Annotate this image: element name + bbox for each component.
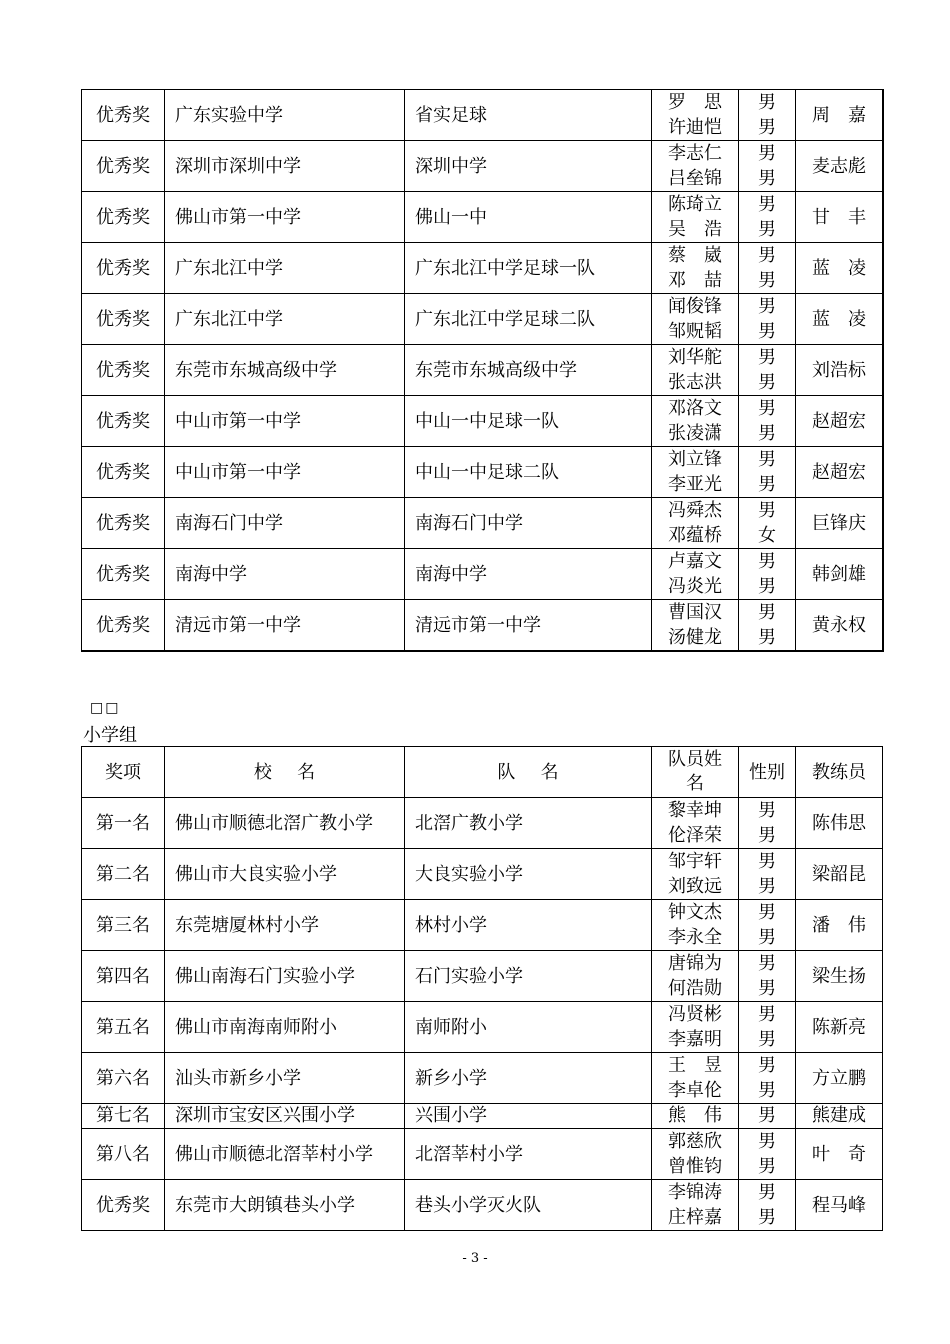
award-cell: 优秀奖 [82, 396, 165, 447]
table-row [82, 849, 883, 900]
secondary-table-body [82, 90, 884, 652]
members-cell [652, 396, 739, 447]
header-school: 校名 [165, 747, 405, 798]
award-cell: 第三名 [82, 900, 165, 951]
school-cell: 东莞市东城高级中学 [165, 345, 405, 396]
gender-cell-line: 男 [758, 219, 776, 240]
members-cell-line: 罗 思 [668, 92, 722, 113]
award-cell: 第六名 [82, 1053, 165, 1104]
team-cell: 清远市第一中学 [405, 600, 652, 652]
members-cell-line: 钟文杰 [668, 902, 722, 923]
members-cell-line: 李锦涛 [668, 1182, 722, 1203]
team-cell: 北滘广教小学 [405, 798, 652, 849]
gender-cell-line: 女 [758, 525, 776, 546]
members-cell [652, 345, 739, 396]
members-cell-line: 闻俊锋 [668, 296, 722, 317]
team-cell: 中山一中足球二队 [405, 447, 652, 498]
gender-cell-line: 男 [758, 500, 776, 521]
team-cell: 深圳中学 [405, 141, 652, 192]
members-cell-line: 陈琦立 [668, 194, 722, 215]
school-cell: 清远市第一中学 [165, 600, 405, 652]
gender-cell [739, 1129, 796, 1180]
gender-cell-line: 男 [758, 1182, 776, 1203]
gender-cell-line: 男 [758, 1055, 776, 1076]
primary-awards-table [81, 746, 883, 1231]
members-cell-line: 邹宇轩 [668, 851, 722, 872]
members-cell [652, 294, 739, 345]
table-row [82, 1180, 883, 1231]
coach-cell: 赵超宏 [796, 396, 884, 447]
gender-cell [739, 192, 796, 243]
gender-cell-line: 男 [758, 347, 776, 368]
gender-cell-line: 男 [758, 1207, 776, 1228]
award-cell: 第二名 [82, 849, 165, 900]
gender-cell [739, 498, 796, 549]
header-row [82, 747, 883, 798]
members-cell-line: 曾惟钧 [668, 1156, 722, 1177]
gender-cell [739, 90, 796, 141]
gender-cell [739, 549, 796, 600]
school-cell: 广东实验中学 [165, 90, 405, 141]
gender-cell-line: 男 [758, 851, 776, 872]
team-cell: 林村小学 [405, 900, 652, 951]
members-cell-line: 李志仁 [668, 143, 722, 164]
members-cell-line: 邹贶韬 [668, 321, 722, 342]
team-cell: 新乡小学 [405, 1053, 652, 1104]
group-title: 小学组 [83, 725, 137, 746]
members-cell-line: 卢嘉文 [668, 551, 722, 572]
table-row [82, 447, 884, 498]
team-cell: 南师附小 [405, 1002, 652, 1053]
school-cell: 中山市第一中学 [165, 396, 405, 447]
gender-cell-line: 男 [758, 876, 776, 897]
school-cell: 深圳市宝安区兴围小学 [165, 1104, 405, 1129]
table-row [82, 396, 884, 447]
table-row [82, 498, 884, 549]
team-cell: 石门实验小学 [405, 951, 652, 1002]
gender-cell-line: 男 [758, 602, 776, 623]
school-cell: 南海石门中学 [165, 498, 405, 549]
coach-cell: 梁生扬 [796, 951, 883, 1002]
table-row [82, 549, 884, 600]
members-cell [652, 141, 739, 192]
team-cell: 广东北江中学足球二队 [405, 294, 652, 345]
members-cell [652, 900, 739, 951]
gender-cell-line: 男 [758, 270, 776, 291]
table-row [82, 1053, 883, 1104]
coach-cell: 程马峰 [796, 1180, 883, 1231]
team-cell: 中山一中足球一队 [405, 396, 652, 447]
header-members: 队员姓 名 [652, 747, 739, 798]
school-cell: 佛山市顺德北滘广教小学 [165, 798, 405, 849]
members-cell-line: 郭慈欣 [668, 1131, 722, 1152]
team-cell: 佛山一中 [405, 192, 652, 243]
gender-cell-line: 男 [758, 321, 776, 342]
team-cell: 兴围小学 [405, 1104, 652, 1129]
coach-cell: 叶 奇 [796, 1129, 883, 1180]
gender-cell [739, 798, 796, 849]
table-row [82, 600, 884, 652]
header-team: 队名 [405, 747, 652, 798]
page-number: - 3 - [462, 1251, 488, 1266]
gender-cell [739, 243, 796, 294]
members-cell-line: 曹国汉 [668, 602, 722, 623]
members-cell-line: 伦泽荣 [668, 825, 722, 846]
coach-cell: 方立鹏 [796, 1053, 883, 1104]
members-cell-line: 李亚光 [668, 474, 722, 495]
table-row [82, 294, 884, 345]
team-cell: 东莞市东城高级中学 [405, 345, 652, 396]
coach-cell: 潘 伟 [796, 900, 883, 951]
award-cell: 第四名 [82, 951, 165, 1002]
members-cell-line: 刘华舵 [668, 347, 722, 368]
members-cell [652, 849, 739, 900]
coach-cell: 熊建成 [796, 1104, 883, 1129]
members-cell [652, 447, 739, 498]
members-cell-line: 邓洛文 [668, 398, 722, 419]
award-cell: 第八名 [82, 1129, 165, 1180]
gender-cell-line: 男 [758, 1105, 776, 1126]
gender-cell-line: 男 [758, 194, 776, 215]
award-cell: 优秀奖 [82, 1180, 165, 1231]
placeholder-marks: □□ [90, 700, 121, 716]
members-cell-line: 冯炎光 [668, 576, 722, 597]
gender-cell [739, 1053, 796, 1104]
award-cell: 优秀奖 [82, 141, 165, 192]
secondary-awards-table [81, 89, 884, 652]
members-cell-line: 张志洪 [668, 372, 722, 393]
team-cell: 巷头小学灭火队 [405, 1180, 652, 1231]
award-cell: 优秀奖 [82, 243, 165, 294]
members-cell-line: 李永全 [668, 927, 722, 948]
members-cell-line: 邓蕴桥 [668, 525, 722, 546]
coach-cell: 巨锋庆 [796, 498, 884, 549]
gender-cell-line: 男 [758, 800, 776, 821]
gender-cell [739, 951, 796, 1002]
members-cell-line: 吴 浩 [668, 219, 722, 240]
gender-cell-line: 男 [758, 398, 776, 419]
members-cell-line: 黎幸坤 [668, 800, 722, 821]
gender-cell-line: 男 [758, 927, 776, 948]
school-cell: 佛山市南海南师附小 [165, 1002, 405, 1053]
school-cell: 汕头市新乡小学 [165, 1053, 405, 1104]
table-row [82, 90, 884, 141]
school-cell: 东莞市大朗镇巷头小学 [165, 1180, 405, 1231]
gender-cell [739, 294, 796, 345]
team-cell: 北滘莘村小学 [405, 1129, 652, 1180]
award-cell: 第七名 [82, 1104, 165, 1129]
school-cell: 东莞塘厦林村小学 [165, 900, 405, 951]
members-cell-line: 邓 喆 [668, 270, 722, 291]
table-row [82, 141, 884, 192]
gender-cell-line: 男 [758, 296, 776, 317]
school-cell: 广东北江中学 [165, 243, 405, 294]
award-cell: 优秀奖 [82, 294, 165, 345]
members-cell-line: 刘立锋 [668, 449, 722, 470]
award-cell: 优秀奖 [82, 549, 165, 600]
gender-cell [739, 600, 796, 652]
members-cell [652, 1129, 739, 1180]
header-award: 奖项 [82, 747, 165, 798]
coach-cell: 蓝 凌 [796, 294, 884, 345]
gender-cell-line: 男 [758, 1156, 776, 1177]
coach-cell: 梁韶昆 [796, 849, 883, 900]
members-cell-line: 王 昱 [668, 1055, 722, 1076]
members-cell-line: 庄梓嘉 [668, 1207, 722, 1228]
school-cell: 南海中学 [165, 549, 405, 600]
members-cell-line: 吕垒锦 [668, 168, 722, 189]
members-cell [652, 1002, 739, 1053]
table-row [82, 243, 884, 294]
award-cell: 第一名 [82, 798, 165, 849]
members-cell [652, 798, 739, 849]
gender-cell [739, 849, 796, 900]
members-cell-line: 张凌潇 [668, 423, 722, 444]
table-row [82, 345, 884, 396]
award-cell: 优秀奖 [82, 498, 165, 549]
gender-cell-line: 男 [758, 117, 776, 138]
award-cell: 优秀奖 [82, 90, 165, 141]
award-cell: 优秀奖 [82, 345, 165, 396]
gender-cell-line: 男 [758, 576, 776, 597]
gender-cell [739, 900, 796, 951]
gender-cell-line: 男 [758, 423, 776, 444]
gender-cell-line: 男 [758, 1080, 776, 1101]
coach-cell: 陈伟思 [796, 798, 883, 849]
gender-cell-line: 男 [758, 1004, 776, 1025]
members-cell-line: 许迪恺 [668, 117, 722, 138]
gender-cell-line: 男 [758, 245, 776, 266]
coach-cell: 周 嘉 [796, 90, 884, 141]
school-cell: 广东北江中学 [165, 294, 405, 345]
gender-cell [739, 396, 796, 447]
gender-cell [739, 1104, 796, 1129]
members-cell [652, 90, 739, 141]
gender-cell [739, 1180, 796, 1231]
gender-cell-line: 男 [758, 92, 776, 113]
coach-cell: 黄永权 [796, 600, 884, 652]
members-cell [652, 1053, 739, 1104]
award-cell: 优秀奖 [82, 600, 165, 652]
coach-cell: 蓝 凌 [796, 243, 884, 294]
gender-cell-line: 男 [758, 627, 776, 648]
gender-cell [739, 1002, 796, 1053]
members-cell [652, 951, 739, 1002]
school-cell: 佛山南海石门实验小学 [165, 951, 405, 1002]
gender-cell-line: 男 [758, 1029, 776, 1050]
members-cell-line: 冯贤彬 [668, 1004, 722, 1025]
table-row [82, 1129, 883, 1180]
members-cell-line: 冯舜杰 [668, 500, 722, 521]
table-row [82, 192, 884, 243]
team-cell: 南海石门中学 [405, 498, 652, 549]
members-cell-line: 李嘉明 [668, 1029, 722, 1050]
members-cell-line: 刘致远 [668, 876, 722, 897]
gender-cell-line: 男 [758, 372, 776, 393]
members-cell-line: 何浩勋 [668, 978, 722, 999]
gender-cell-line: 男 [758, 474, 776, 495]
school-cell: 中山市第一中学 [165, 447, 405, 498]
members-cell-line: 蔡 崴 [668, 245, 722, 266]
gender-cell [739, 141, 796, 192]
gender-cell [739, 447, 796, 498]
gender-cell-line: 男 [758, 953, 776, 974]
members-cell [652, 1104, 739, 1129]
members-cell [652, 498, 739, 549]
header-gender: 性别 [739, 747, 796, 798]
gender-cell-line: 男 [758, 902, 776, 923]
coach-cell: 韩剑雄 [796, 549, 884, 600]
members-cell [652, 1180, 739, 1231]
award-cell: 优秀奖 [82, 447, 165, 498]
members-cell [652, 243, 739, 294]
members-cell-line: 汤健龙 [668, 627, 722, 648]
school-cell: 深圳市深圳中学 [165, 141, 405, 192]
gender-cell-line: 男 [758, 143, 776, 164]
members-cell-line: 唐锦为 [668, 953, 722, 974]
gender-cell-line: 男 [758, 1131, 776, 1152]
gender-cell-line: 男 [758, 978, 776, 999]
table-row [82, 798, 883, 849]
gender-cell-line: 男 [758, 449, 776, 470]
gender-cell-line: 男 [758, 551, 776, 572]
table-row [82, 1002, 883, 1053]
coach-cell: 甘 丰 [796, 192, 884, 243]
header-coach: 教练员 [796, 747, 883, 798]
team-cell: 南海中学 [405, 549, 652, 600]
gender-cell-line: 男 [758, 825, 776, 846]
coach-cell: 麦志彪 [796, 141, 884, 192]
coach-cell: 赵超宏 [796, 447, 884, 498]
team-cell: 省实足球 [405, 90, 652, 141]
team-cell: 大良实验小学 [405, 849, 652, 900]
team-cell: 广东北江中学足球一队 [405, 243, 652, 294]
award-cell: 第五名 [82, 1002, 165, 1053]
table-row [82, 900, 883, 951]
primary-table-body [82, 747, 883, 1231]
members-cell [652, 192, 739, 243]
coach-cell: 刘浩标 [796, 345, 884, 396]
coach-cell: 陈新亮 [796, 1002, 883, 1053]
table-row [82, 951, 883, 1002]
award-cell: 优秀奖 [82, 192, 165, 243]
members-cell [652, 549, 739, 600]
school-cell: 佛山市第一中学 [165, 192, 405, 243]
school-cell: 佛山市顺德北滘莘村小学 [165, 1129, 405, 1180]
gender-cell [739, 345, 796, 396]
school-cell: 佛山市大良实验小学 [165, 849, 405, 900]
members-cell-line: 李卓伦 [668, 1080, 722, 1101]
members-cell-line: 熊 伟 [668, 1105, 722, 1126]
members-cell [652, 600, 739, 652]
gender-cell-line: 男 [758, 168, 776, 189]
table-row [82, 1104, 883, 1129]
